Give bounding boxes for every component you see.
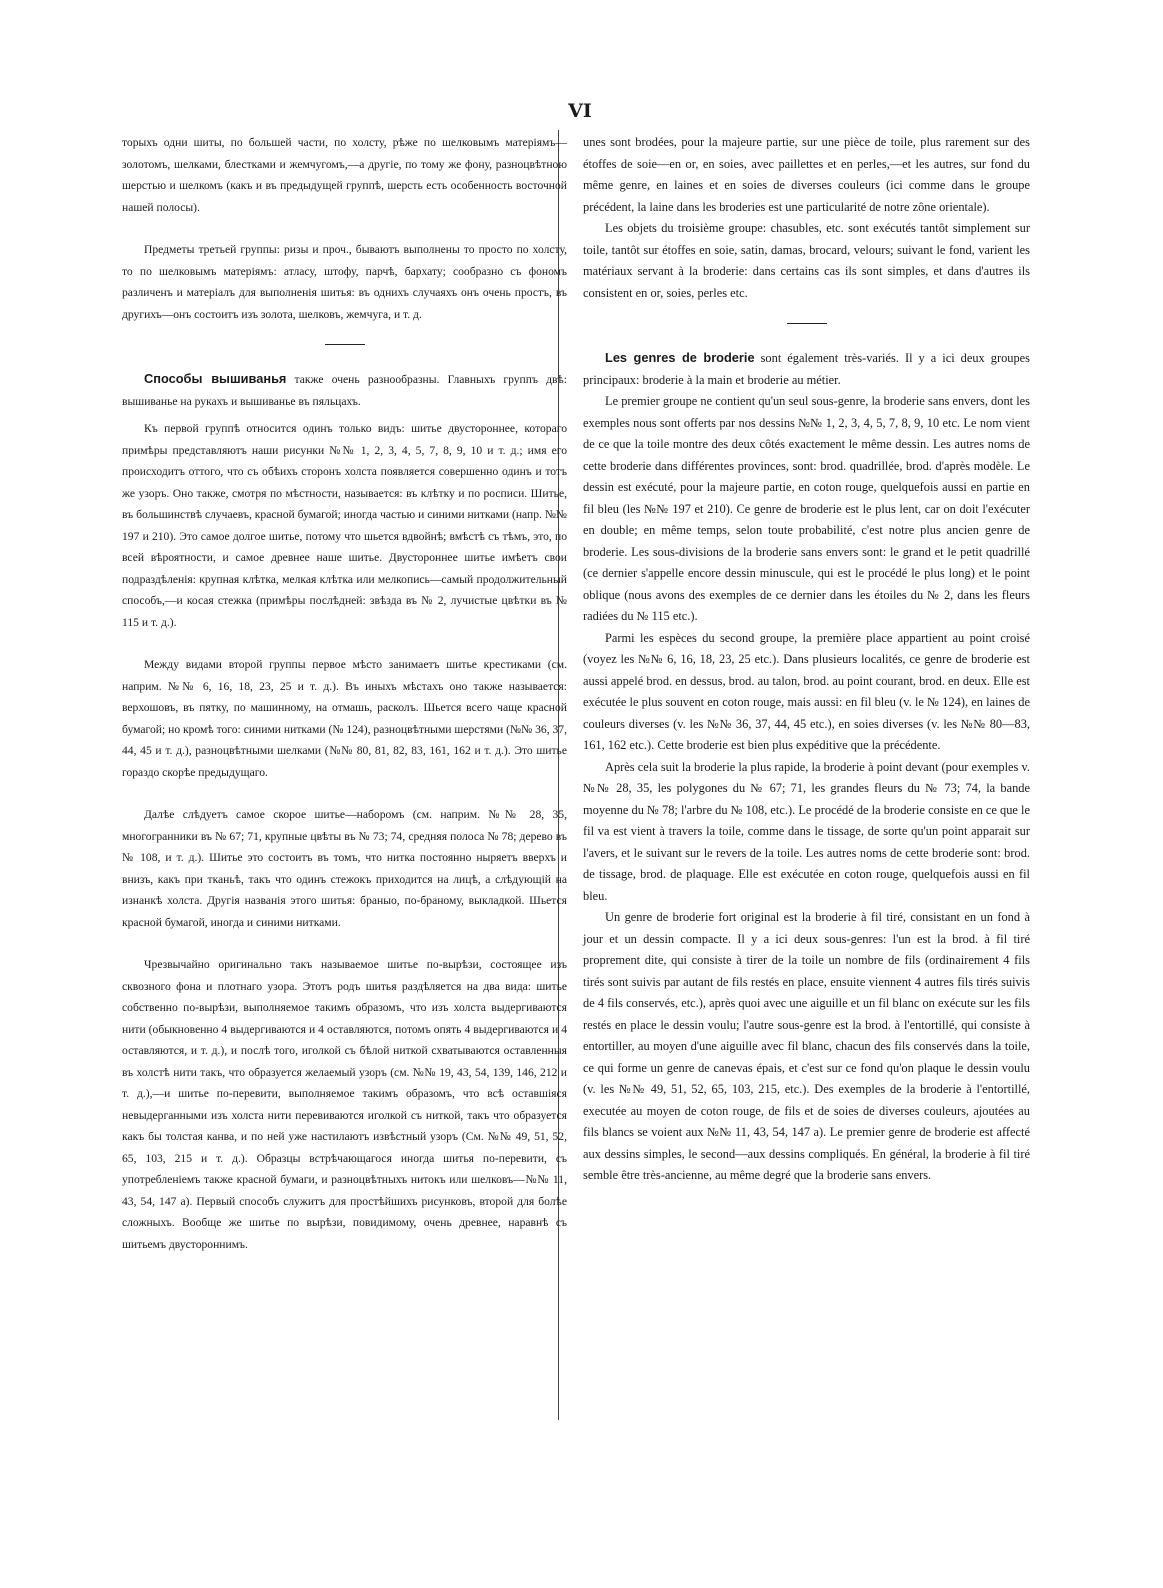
fr-paragraph-4: Le premier groupe ne contient qu'un seul sous-genre, la broderie sans envers, dont les exemples nous sont offerts par nos dessins №№ 1, 2, 3, 4, 5, 7, 8, 9, 10 etc. Le nom vient de ce que la toile montre des deux côtés exactement le même dessin. Les autres noms de cette broderie dans différentes provinces, sont: brod. quadrillée, brod. d'après modèle. Le dessin est exécuté, pour la majeure partie, en coton rouge, quelquefois aussi en partie en fil bleu (les №№ 197 et 210). Ce genre de broderie est le plus lent, car on doit l'exécuter en double; en même temps, selon toute probabilité, c'est notre plus ancien genre de broderie. Les sous-divisions de la broderie sans envers sont: le grand et le petit quadrillé (ce dernier s'appelle encore dessin minuscule, qui est le procédé le plus long) et le point oblique (nous avons des exemples de ce dernier dans les étoiles du № 2, dans les fleurs radiées du № 115 etc.). [583,394,1030,623]
ru-paragraph-4: Къ первой группѣ относится одинъ только видъ: шитье двустороннее, котораго примѣры представляютъ наши рисунки №№ 1, 2, 3, 4, 5, 7, 8, 9, 10 и т. д.; имя его происходитъ оттого, что съ обѣихъ сторонъ холста появляется совершенно одинъ и тотъ же узоръ. Оно также, смотря по мѣстности, называется: въ клѣтку и по росписи. Шитье, въ большинствѣ случаевъ, красной бумагой; иногда частью и синими нитками (напр. №№ 197 и 210). Это самое долгое шитье, потому что шьется вдвойнѣ; вмѣстѣ съ тѣмъ, это, по всей вѣроятности, и самое древнее наше шитье. Двустороннее шитье имѣетъ свои подраздѣленія: крупная клѣтка, мелкая клѣтка или мелкопись—самый продолжительный способъ,—и косая стежка (примѣры послѣдней: звѣзда въ № 2, лучистые цвѣтки въ № 115 и т. д.). [122,422,567,629]
fr-paragraph-3 [583,347,1030,391]
fr-paragraph-7: Un genre de broderie fort original est la broderie à fil tiré, consistant en un fond à jour et un dessin compacte. Il y a ici deux sous-genres: l'un est la brod. à fil tiré proprement dite, qui consiste à tirer de la toile un nombre de fils (ordinairement 4 fils tirés sont suivis par autant de fils restés en place, ensuite viennent 4 autres fils tirés suivis de 4 fils conservés, etc.), après quoi avec une aiguille et un fil blanc on exécute sur les fils restés en place le dessin voulu; l'autre sous-genre est la brod. à l'entortillé, qui consiste à entortiller, au moyen d'une aiguille avec fil blanc, chacun des fils conservés dans la toile, ce qui forme un genre de canevas épais, et c'est sur ce fond qu'on plaque le dessin voulu (v. les №№ 49, 51, 52, 65, 103, 215, etc.). Des exemples de la broderie à l'entortillé, executée au moyen de coton rouge, de fils et de soies de diverses couleurs, ajoutées au fils blancs se voient aux №№ 11, 43, 54, 147 a). Le premier genre de broderie est affecté aux dessins simples, le second—aux dessins compliqués. En général, la broderie à fil tiré semble être très-ancienne, au même degré que la broderie sans envers. [583,910,1030,1182]
fr-paragraph-1: unes sont brodées, pour la majeure partie, sur une pièce de toile, plus rarement sur des étoffes de soie—en or, en soies, avec paillettes et en perles,—et les autres, sur fond du même genre, en laines et en soies de diverses couleurs (ici comme dans le groupe précédent, la laine dans les broderies est une particularité de notre zône orientale). [583,135,1030,214]
ru-paragraph-6: Далѣе слѣдуетъ самое скорое шитье—наборомъ (см. наприм. №№ 28, 35, многогранники въ № 67; 71, крупные цвѣты въ № 73; 74, средняя полоса № 78; дерево въ № 108, и т. д.). Шитье это состоитъ въ томъ, что нитка постоянно ныряетъ вверхъ и внизъ, какъ при тканьѣ, такъ что одинъ стежокъ приходится на лицѣ, а слѣдующій на изнанкѣ холста. Другія названія этого шитья: браныо, по-браному, выкладкой. Шьется красной бумагой, иногда и синими нитками. [122,808,567,929]
fr-paragraph-3-text: sont également très-variés. Il y a ici deux groupes principaux: broderie à la main et broderie au métier. [583,351,1030,387]
section-separator [325,344,365,345]
ru-paragraph-3 [122,368,567,412]
section-separator [787,323,827,324]
page-number: VI [568,100,592,122]
ru-section-heading: Способы вышиванья [144,371,287,386]
french-column [583,132,1030,1187]
ru-paragraph-7: Чрезвычайно оригинально такъ называемое шитье по-вырѣзи, состоящее изъ сквозного фона и плотнаго узора. Этотъ родъ шитья раздѣляется на два вида: шитье собственно по-вырѣзи, выполняемое такимъ образомъ, что изъ холста выдергиваются нити (обыкновенно 4 выдергиваются и 4 оставляются, потомъ опять 4 выдергиваются и 4 оставляются, и т. д.), и послѣ того, иголкой съ бѣлой ниткой схватываются оставленныя въ холстѣ нити такъ, что образуется желаемый узоръ (см. №№ 19, 43, 54, 139, 146, 212 и т. д.),—и шитье по-перевити, выполняемое такимъ образомъ, что всѣ оставшіяся невыдерганными изъ холста нити перевиваются иголкой съ ниткой, такъ что образуется какъ бы толстая канва, и по ней уже настилаютъ извѣстный узоръ (См. №№ 49, 51, 52, 65, 103, 215 и т. д.). Образцы встрѣчающагося иногда шитья по-перевити, съ употребленіемъ также красной бумаги, и разноцвѣтныхъ нитокъ или шелковъ—№№ 11, 43, 54, 147 а). Первый способъ служитъ для простѣйшихъ рисунковъ, второй для болѣе сложныхъ. Вообще же шитье по вырѣзи, повидимому, очень древнее, наравнѣ съ шитьемъ двустороннимъ. [122,958,567,1251]
ru-paragraph-3-text: также очень разнообразны. Главныхъ группъ двѣ: вышиванье на рукахъ и вышиванье въ пяльцахъ. [122,373,567,408]
ru-paragraph-2: Предметы третьей группы: ризы и проч., бываютъ выполнены то просто по холсту, то по шелковымъ матеріямъ: атласу, штофу, парчѣ, бархату; сообразно съ фономъ различенъ и матеріалъ для выполненія шитья: въ однихъ случаяхъ онъ очень простъ, въ другихъ—онъ состоитъ изъ золота, шелковъ, жемчуга, и т. д. [122,243,567,321]
fr-paragraph-5: Parmi les espèces du second groupe, la première place appartient au point croisé (voyez les №№ 6, 16, 18, 23, 25 etc.). Dans plusieurs localités, ce genre de broderie est aussi appelé brod. en dessus, brod. au talon, brod. au point courant, brod. en deux. Elle est exécutée le plus souvent en coton rouge, mais aussi: en fil bleu (v. le № 124), en laines de couleurs diverses (v. les №№ 36, 37, 44, 45 etc.), en soies diverses (v. les №№ 80—83, 161, 162 etc.). Cette broderie est bien plus expéditive que la précédente. [583,630,1030,752]
fr-paragraph-2: Les objets du troisième groupe: chasubles, etc. sont exécutés tantôt simplement sur toile, tantôt sur étoffes en soie, satin, damas, brocard, velours; suivant le fond, varient les matériaux servant à la broderie: dans certains cas ils sont simples, et dans d'autres ils consistent en or, soies, perles etc. [583,221,1030,300]
fr-paragraph-6: Après cela suit la broderie la plus rapide, la broderie à point devant (pour exemples v. №№ 28, 35, les polygones du № 67; 71, les grandes fleurs du № 73; 74, la bande moyenne du № 78; l'arbre du № 108, etc.). Le procédé de la broderie consiste en ce que le fil va est vient à travers la toile, comme dans le tissage, de sorte qu'un point apparait sur l'avers, et le suivant sur le revers de la toile. Les autres noms de cette broderie sont: brod. de tissage, brod. de plaquage. Elle est exécutée en coton rouge, quelquefois aussi en fil bleu. [583,759,1030,903]
ru-paragraph-1: торыхъ одни шиты, по большей части, по холсту, рѣже по шелковымъ матеріямъ—золотомъ, шелками, блестками и жемчугомъ,—а другіе, по тому же фону, разноцвѣтною шерстью и шелкомъ (какъ и въ предыдущей группѣ, шерсть есть особенность восточной нашей полосы). [122,136,567,214]
fr-section-heading: Les genres de broderie [605,350,755,365]
russian-column [122,132,567,1255]
ru-paragraph-5: Между видами второй группы первое мѣсто занимаетъ шитье крестиками (см. наприм. №№ 6, 16, 18, 23, 25 и т. д.). Въ иныхъ мѣстахъ оно также называется: верхошовъ, въ пятку, по машинному, на отмашь, расколъ. Шьется всего чаще красной бумагой; но кромѣ того: синими нитками (№ 124), разноцвѣтными шерстями (№№ 36, 37, 44, 45 и т. д.), разноцвѣтными шелками (№№ 80, 81, 82, 83, 161, 162 и т. д.). Это шитье гораздо скорѣе предыдущаго. [122,658,567,779]
